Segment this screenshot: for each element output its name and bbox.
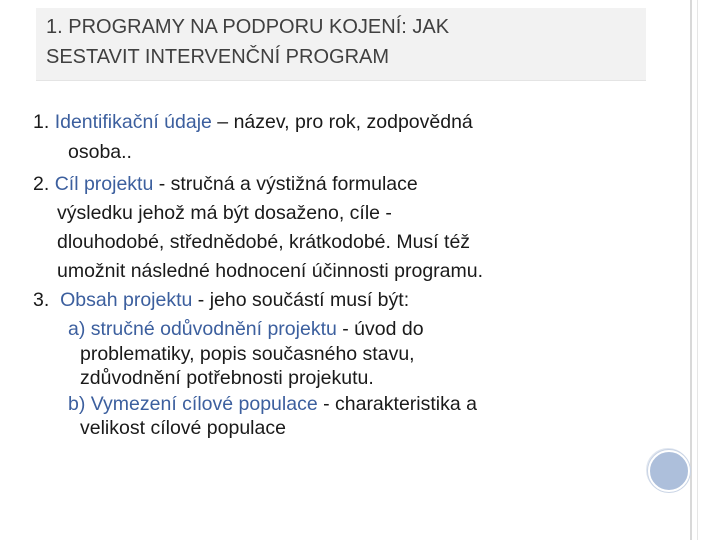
item-1-number: 1. <box>33 111 50 133</box>
item-1-line-2 <box>68 140 132 164</box>
item-1-term: Identifikační údaje <box>54 111 212 133</box>
sub-b-text-2: velikost cílové populace <box>80 417 286 439</box>
item-3-number: 3. <box>33 289 50 311</box>
item-2-term: Cíl projektu <box>54 173 154 195</box>
item-1-text-2: osoba.. <box>68 141 132 163</box>
right-border-line <box>690 0 692 540</box>
item-2-line-3 <box>57 230 470 254</box>
item-3-term: Obsah projektu <box>60 289 193 311</box>
sub-a-term: a) stručné odůvodnění projektu <box>68 318 337 340</box>
sub-b-line-1 <box>68 392 477 416</box>
item-2-line-2 <box>57 201 392 225</box>
right-border-line-thin <box>697 0 698 540</box>
sub-b-term: b) Vymezení cílové populace <box>68 393 318 415</box>
item-2-text-2: výsledku jehož má být dosaženo, cíle - <box>57 202 392 224</box>
item-3-text-1: - jeho součástí musí být: <box>192 289 410 311</box>
sub-a-line-2 <box>80 342 415 366</box>
sub-b-text-1: - charakteristika a <box>317 393 477 415</box>
item-1-text-1: – název, pro rok, zodpovědná <box>211 111 473 133</box>
item-2-text-1: - stručná a výstižná formulace <box>153 173 418 195</box>
sub-a-text-3: zdůvodnění potřebnosti projekutu. <box>80 367 374 389</box>
item-3-line-1 <box>33 288 409 312</box>
item-2-number: 2. <box>33 173 50 195</box>
title-line-2: SESTAVIT INTERVENČNÍ PROGRAM <box>46 46 390 68</box>
title-line-1: 1. PROGRAMY NA PODPORU KOJENÍ: JAK <box>46 16 450 38</box>
item-2-text-4: umožnit následné hodnocení účinnosti programu. <box>57 260 484 282</box>
sub-a-text-1: - úvod do <box>336 318 424 340</box>
item-2-line-1 <box>33 172 418 196</box>
item-2-line-4 <box>57 259 483 283</box>
sub-a-line-1 <box>68 317 424 341</box>
sub-b-line-2 <box>80 416 286 440</box>
sub-a-text-2: problematiky, popis současného stavu, <box>80 343 415 365</box>
sub-a-line-3 <box>80 366 374 390</box>
item-1-line-1 <box>33 110 473 134</box>
item-2-text-3: dlouhodobé, střednědobé, krátkodobé. Musí též <box>57 231 471 253</box>
